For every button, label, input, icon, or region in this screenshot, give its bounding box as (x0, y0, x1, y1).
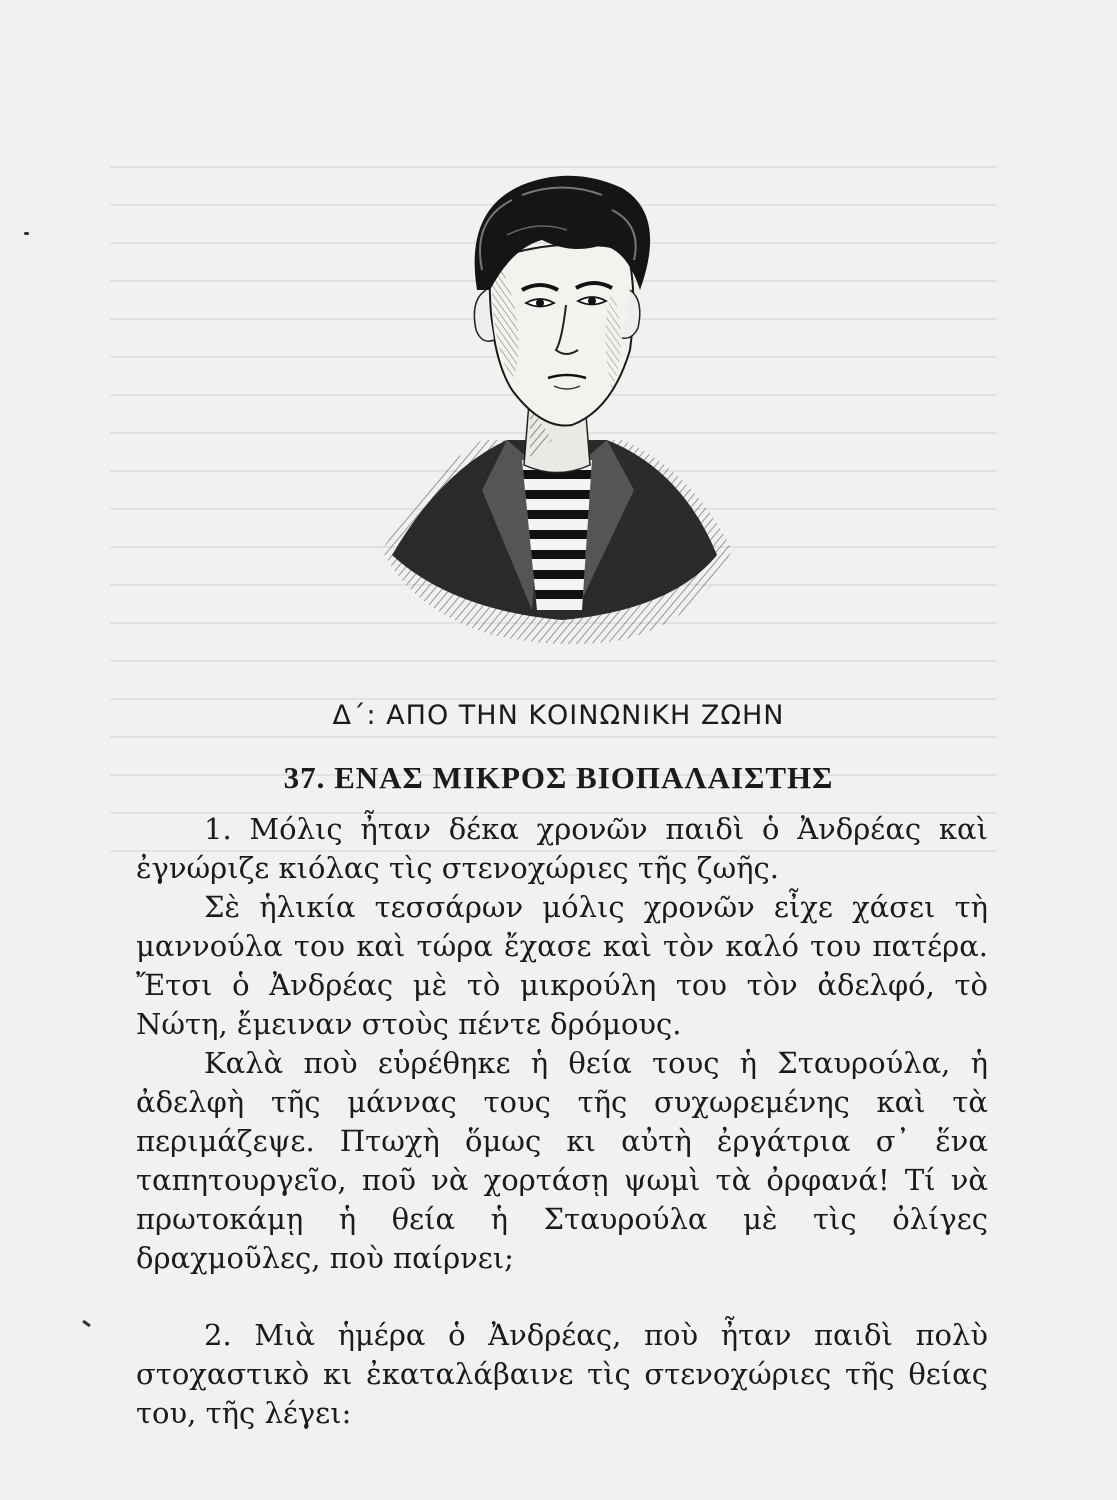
section-heading: Δ΄: ΑΠΟ ΤΗΝ ΚΟΙΝΩΝΙΚΗ ΖΩΗΝ (332, 700, 785, 731)
ink-speck (82, 1320, 91, 1328)
paragraph: 1. Μόλις ἦταν δέκα χρονῶν παιδὶ ὁ Ἀνδρέας καὶ ἐγνώριζε κιόλας τὶς στενοχώριες τῆς ζωῆς. (136, 812, 988, 885)
paragraph: Σὲ ἡλικία τεσσάρων μόλις χρονῶν εἶχε χάσει τὴ μαννούλα του καὶ τώρα ἔχασε καὶ τὸν καλό του πατέρα. Ἔτσι ὁ Ἀνδρέας μὲ τὸ μικρούλη του τὸν ἀδελφό, τὸ Νώτη, ἔμειναν στοὺς πέντε δρόμους. (136, 890, 988, 1041)
body-text (136, 810, 988, 1433)
paragraph-gap (136, 1278, 988, 1316)
ink-speck (24, 232, 29, 235)
paragraph: 2. Μιὰ ἡμέρα ὁ Ἀνδρέας, ποὺ ἦταν παιδὶ πολὺ στοχαστικὸ κι ἐκαταλάβαινε τὶς στενοχώριες τῆς θείας του, τῆς λέγει: (136, 1318, 988, 1430)
lesson-title: 37. ΕΝΑΣ ΜΙΚΡΟΣ ΒΙΟΠΑΛΑΙΣΤΗΣ (283, 760, 834, 795)
portrait-illustration (372, 140, 742, 660)
paragraph: Καλὰ ποὺ εὑρέθηκε ἡ θεία τους ἡ Σταυρούλα, ἡ ἀδελφὴ τῆς μάννας τους τῆς συχωρεμένης καὶ τὰ περιμάζεψε. Πτωχὴ ὅμως κι αὐτὴ ἐργάτρια σ᾿ ἕνα ταπητουργεῖο, ποῦ νὰ χορτάσῃ ψωμὶ τὰ ὀρφανά! Τί νὰ πρωτοκάμῃ ἡ θεία ἡ Σταυρούλα μὲ τὶς ὀλίγες δραχμοῦλες, ποὺ παίρνει; (136, 1046, 988, 1275)
